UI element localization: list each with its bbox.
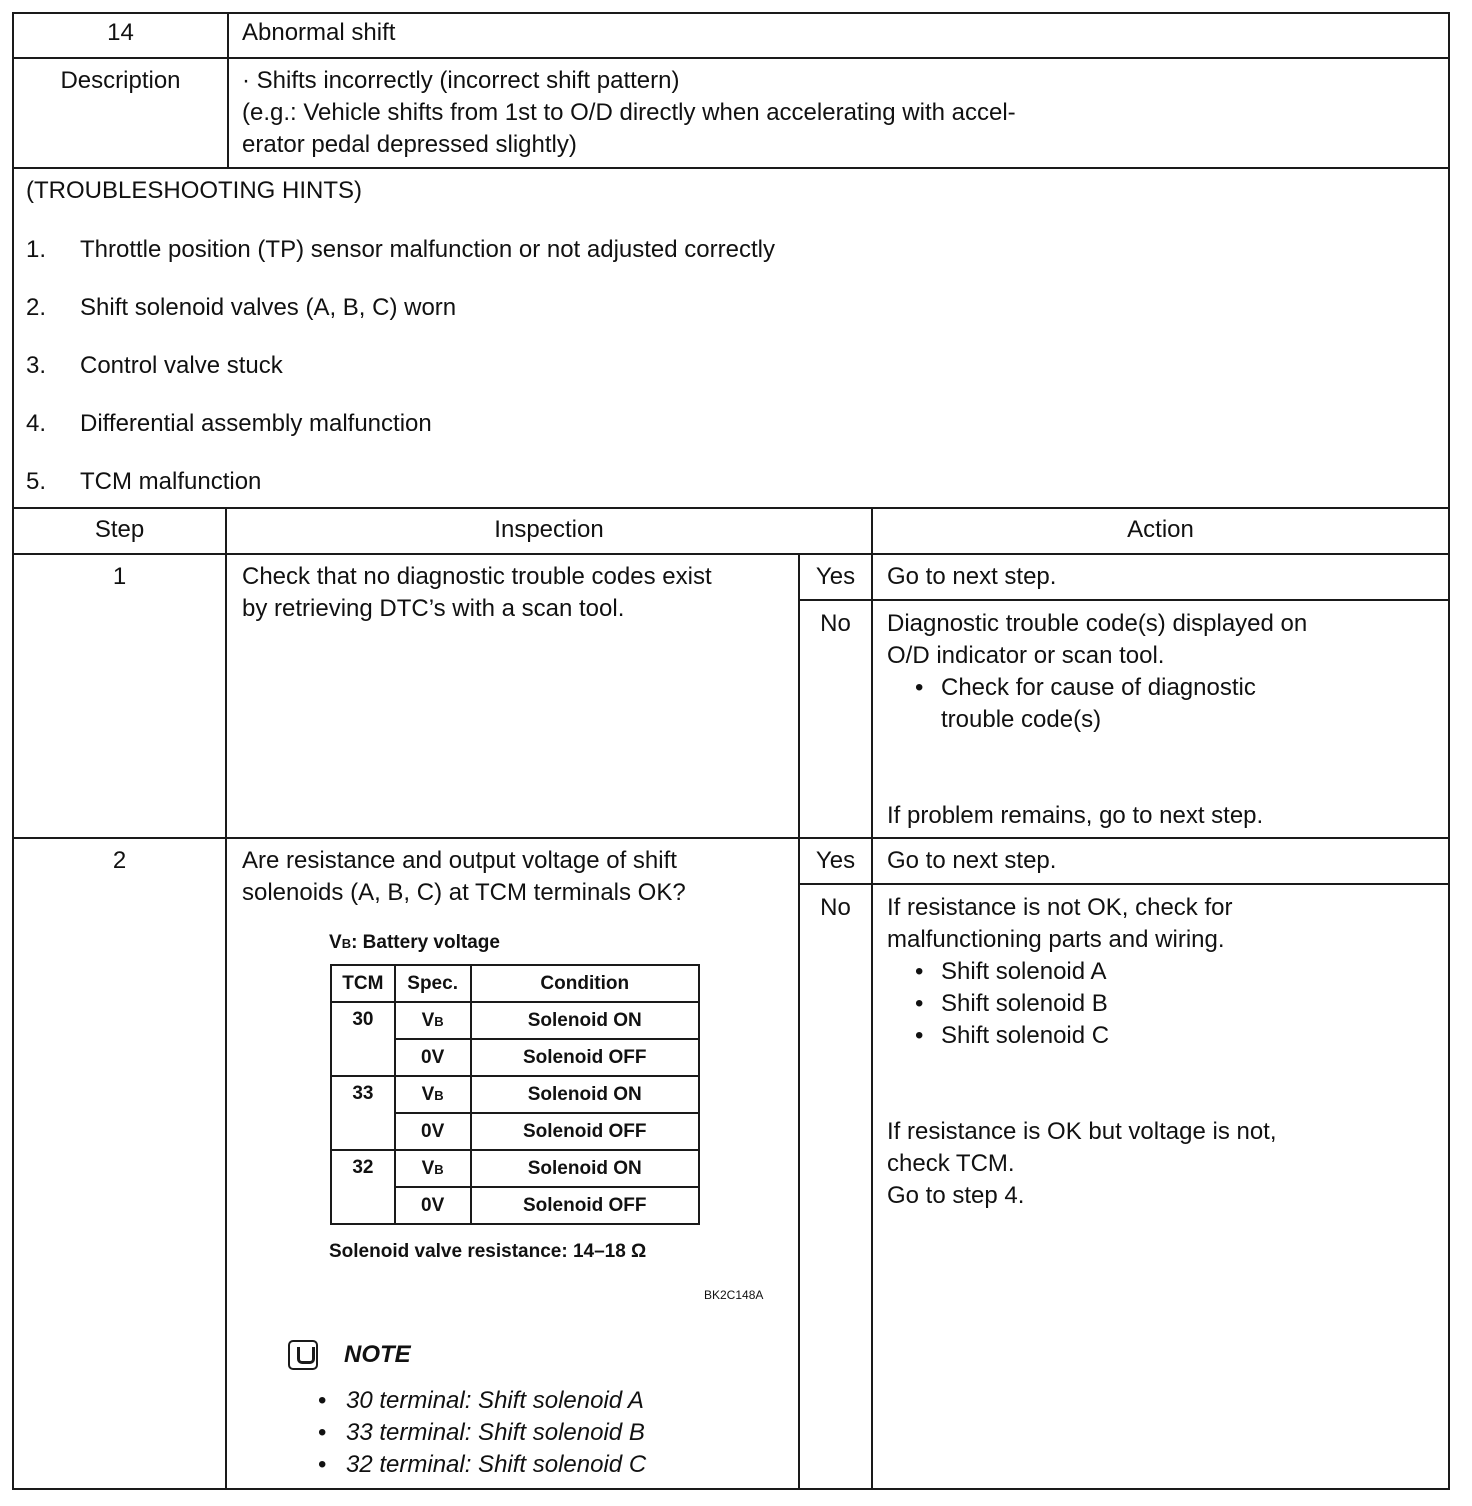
spec-value-text: VB	[421, 1083, 444, 1105]
yes-action: Go to next step.	[887, 847, 1057, 874]
note-icon	[288, 1340, 318, 1370]
rule-action-col	[871, 507, 873, 1490]
spec-value	[395, 1002, 471, 1039]
spec-value	[395, 1076, 471, 1113]
header-step: Step	[94, 516, 145, 543]
no-bullet-text: Check for cause of diagnostic	[941, 674, 1256, 701]
note-item: 33 terminal: Shift solenoid B	[346, 1419, 645, 1446]
yes-label: Yes	[815, 847, 856, 874]
vb-legend: VB: Battery voltage	[329, 932, 500, 953]
spec-tcm: 30	[331, 1002, 395, 1076]
figure-ref: BK2C148A	[704, 1288, 764, 1302]
hint-number: 5.	[26, 468, 47, 495]
no-action-line: If resistance is not OK, check for	[887, 894, 1233, 921]
bullet-icon: •	[915, 1022, 924, 1049]
rule-label-col	[227, 12, 229, 168]
rule-left	[12, 12, 14, 1490]
rule-step-col	[225, 507, 227, 1490]
rule-step1-yes	[798, 599, 1450, 601]
hint-text: Control valve stuck	[80, 352, 283, 379]
yes-action: Go to next step.	[887, 563, 1057, 590]
spec-tcm: 32	[331, 1150, 395, 1224]
hint-text: Throttle position (TP) sensor malfunction or not adjusted correctly	[80, 236, 775, 263]
no-bullet-text: trouble code(s)	[941, 706, 1102, 733]
spec-table	[330, 964, 700, 1225]
hint-text: Differential assembly malfunction	[80, 410, 432, 437]
note-item: 32 terminal: Shift solenoid C	[346, 1451, 647, 1478]
spec-condition: Solenoid OFF	[471, 1113, 700, 1150]
yes-label: Yes	[815, 563, 856, 590]
spec-value-text: VB	[421, 1009, 444, 1031]
inspection-line: solenoids (A, B, C) at TCM terminals OK?	[242, 879, 686, 906]
spec-value: 0V	[395, 1113, 471, 1150]
spec-value: 0V	[395, 1187, 471, 1224]
bullet-icon: •	[915, 990, 924, 1017]
description-line: (e.g.: Vehicle shifts from 1st to O/D directly when accelerating with accel-	[242, 99, 1016, 126]
spec-header-condition: Condition	[471, 965, 700, 1002]
description-line: · Shifts incorrectly (incorrect shift pattern)	[242, 67, 680, 94]
rule-yesno-col	[798, 553, 800, 1490]
no-action-footer: Go to step 4.	[887, 1182, 1025, 1209]
rule-hints	[12, 507, 1450, 509]
spec-header-tcm: TCM	[331, 965, 395, 1002]
spec-condition: Solenoid ON	[471, 1150, 700, 1187]
no-action-footer: If problem remains, go to next step.	[887, 802, 1264, 829]
hint-number: 3.	[26, 352, 47, 379]
no-action-line: malfunctioning parts and wiring.	[887, 926, 1225, 953]
spec-condition: Solenoid ON	[471, 1002, 700, 1039]
trouble-number: 14	[107, 19, 134, 46]
header-action: Action	[1127, 516, 1194, 543]
hint-number: 1.	[26, 236, 47, 263]
spec-header-row	[331, 965, 699, 1002]
spec-condition: Solenoid OFF	[471, 1187, 700, 1224]
inspection-line: Are resistance and output voltage of shift	[242, 847, 677, 874]
resistance-spec: Solenoid valve resistance: 14–18 Ω	[329, 1241, 647, 1262]
hint-number: 4.	[26, 410, 47, 437]
step-number: 1	[112, 563, 127, 590]
no-label: No	[820, 610, 851, 637]
inspection-line: Check that no diagnostic trouble codes exist	[242, 563, 712, 590]
spec-tcm: 33	[331, 1076, 395, 1150]
hints-title: (TROUBLESHOOTING HINTS)	[26, 177, 363, 204]
rule-bottom	[12, 1488, 1450, 1490]
note-title: NOTE	[344, 1341, 411, 1368]
no-bullet-text: Shift solenoid C	[941, 1022, 1110, 1049]
no-action-footer: check TCM.	[887, 1150, 1015, 1177]
no-action-line: Diagnostic trouble code(s) displayed on	[887, 610, 1308, 637]
description-line: erator pedal depressed slightly)	[242, 131, 577, 158]
bullet-icon: •	[915, 674, 924, 701]
bullet-icon: •	[318, 1387, 327, 1414]
spec-value	[395, 1150, 471, 1187]
rule-step1	[12, 837, 1450, 839]
bullet-icon: •	[915, 958, 924, 985]
spec-condition: Solenoid OFF	[471, 1039, 700, 1076]
spec-row	[331, 1002, 699, 1039]
no-action-footer: If resistance is OK but voltage is not,	[887, 1118, 1277, 1145]
spec-row	[331, 1150, 699, 1187]
no-bullet-text: Shift solenoid B	[941, 990, 1108, 1017]
no-label: No	[820, 894, 851, 921]
spec-value: 0V	[395, 1039, 471, 1076]
trouble-title: Abnormal shift	[242, 19, 396, 46]
spec-value-text: VB	[421, 1157, 444, 1179]
description-label: Description	[60, 67, 181, 94]
troubleshooting-table	[12, 12, 1450, 1490]
spec-row	[331, 1076, 699, 1113]
no-bullet-text: Shift solenoid A	[941, 958, 1107, 985]
spec-condition: Solenoid ON	[471, 1076, 700, 1113]
bullet-icon: •	[318, 1451, 327, 1478]
rule-step2-yes	[798, 883, 1450, 885]
spec-header-spec: Spec.	[395, 965, 471, 1002]
hint-text: Shift solenoid valves (A, B, C) worn	[80, 294, 457, 321]
no-action-line: O/D indicator or scan tool.	[887, 642, 1165, 669]
note-item: 30 terminal: Shift solenoid A	[346, 1387, 644, 1414]
rule-right	[1448, 12, 1450, 1490]
header-inspection: Inspection	[494, 516, 604, 543]
hint-text: TCM malfunction	[80, 468, 262, 495]
step-number: 2	[112, 847, 127, 874]
rule-header	[12, 553, 1450, 555]
bullet-icon: •	[318, 1419, 327, 1446]
hint-number: 2.	[26, 294, 47, 321]
inspection-line: by retrieving DTC’s with a scan tool.	[242, 595, 625, 622]
